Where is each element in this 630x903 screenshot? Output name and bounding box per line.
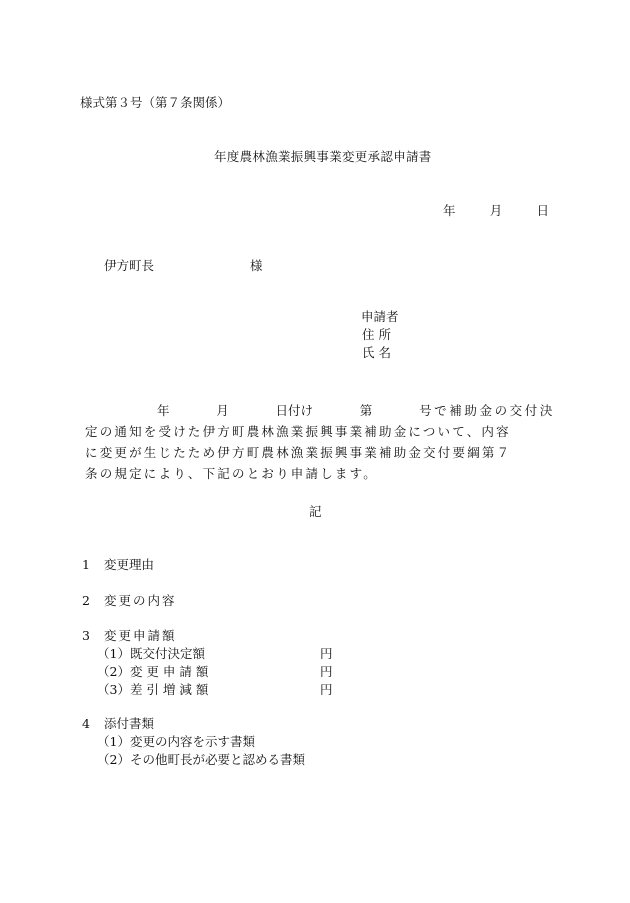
item-3-sub-3: （3）差 引 増 減 額	[97, 682, 209, 697]
body-month: 月	[216, 403, 229, 418]
item-3-sub-1-unit: 円	[320, 646, 333, 661]
document-title: 年度農林漁業振興事業変更承認申請書	[214, 149, 432, 164]
body-dai: 第	[359, 403, 373, 418]
item-3-sub-2-unit: 円	[320, 664, 333, 679]
item-3-label: 変更申請額	[104, 628, 177, 643]
item-1-number: 1	[82, 557, 90, 572]
body-year: 年	[157, 403, 170, 418]
item-4-number: 4	[82, 716, 90, 731]
item-2	[82, 595, 177, 608]
item-4-label: 添付書類	[104, 716, 155, 731]
body-line-4: 条の規定により、下記のとおり申請します。	[85, 466, 379, 481]
item-3-sub-3-unit: 円	[320, 682, 333, 697]
item-4	[82, 718, 154, 731]
date-month: 月	[489, 203, 503, 218]
date-day: 日	[536, 203, 549, 218]
body-line-1	[85, 400, 555, 421]
applicant-address-label: 住 所	[362, 327, 391, 342]
ki-heading: 記	[309, 504, 322, 519]
item-2-label: 変更の内容	[104, 593, 177, 608]
item-3-sub-1: （1）既交付決定額	[97, 646, 205, 661]
date-line	[443, 205, 549, 218]
body-go: 号で補助金の交付決	[419, 403, 555, 418]
date-year: 年	[443, 203, 456, 218]
item-3-sub-2: （2）変 更 申 請 額	[97, 664, 209, 679]
item-3	[82, 630, 177, 643]
form-number: 様式第３号（第７条関係）	[80, 95, 231, 110]
addressee-name: 伊方町長	[104, 258, 155, 273]
item-4-sub-1: （1）変更の内容を示す書類	[97, 734, 255, 749]
item-1	[82, 559, 154, 572]
item-1-label: 変更理由	[104, 557, 155, 572]
item-4-sub-2: （2）その他町長が必要と認める書類	[97, 752, 305, 767]
addressee-honorific: 様	[250, 258, 263, 273]
body-line-2: 定の通知を受けた伊方町農林漁業振興事業補助金について、内容	[85, 424, 511, 439]
item-3-number: 3	[82, 628, 90, 643]
item-2-number: 2	[82, 593, 90, 608]
addressee	[104, 258, 263, 273]
body-day: 日付け	[275, 403, 314, 418]
applicant-block	[361, 311, 399, 365]
body-paragraph	[85, 400, 555, 484]
applicant-label: 申請者	[361, 309, 399, 324]
body-line-3: に変更が生じたため伊方町農林漁業振興事業補助金交付要綱第７	[85, 445, 512, 460]
applicant-name-label: 氏 名	[362, 345, 391, 360]
